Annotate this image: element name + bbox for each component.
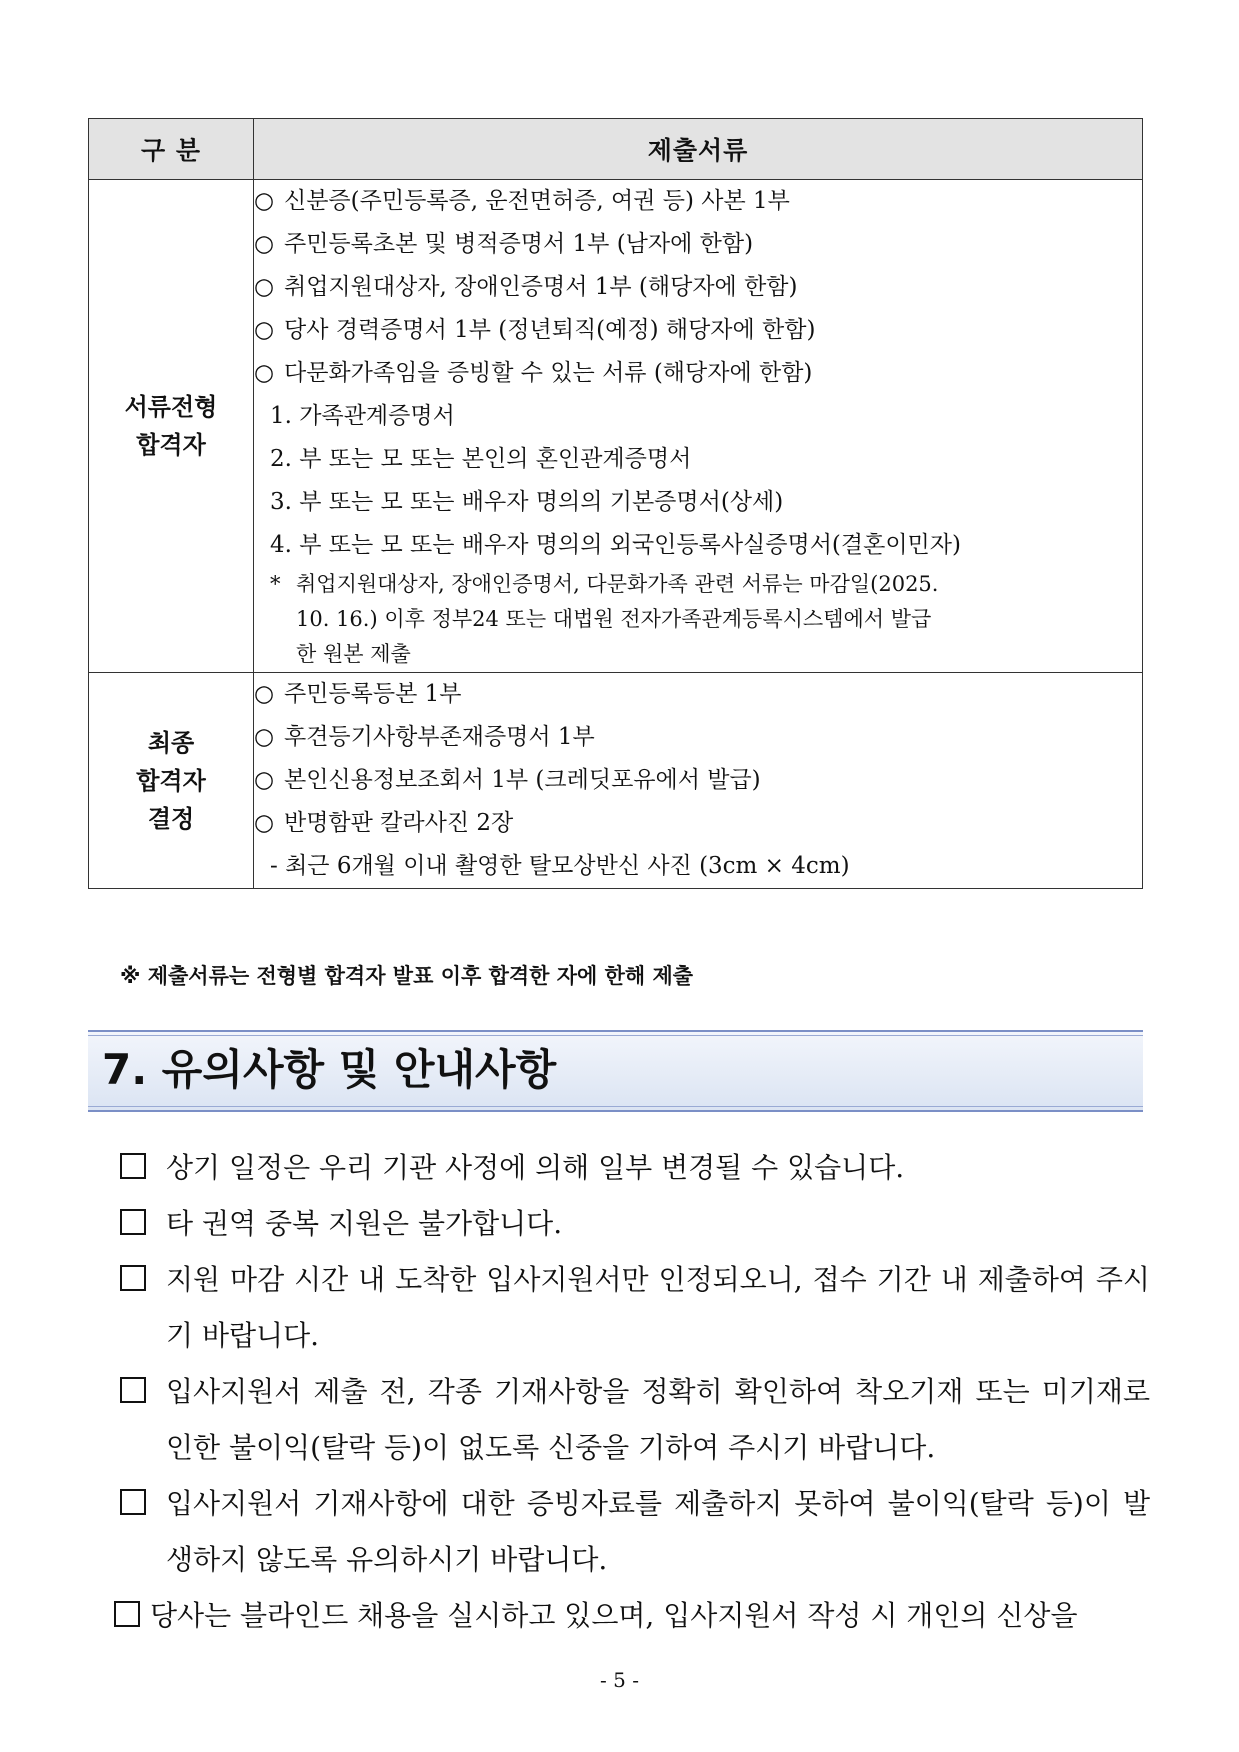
table-row-document-screening — [89, 180, 1143, 673]
notice-item: 당사는 블라인드 채용을 실시하고 있으며, 입사지원서 작성 시 개인의 신상을 — [114, 1588, 1150, 1644]
sub-list-item: 3. 부 또는 모 또는 배우자 명의의 기본증명서(상세) — [270, 489, 784, 515]
list-item: ○ 주민등록초본 및 병적증명서 1부 (남자에 한함) — [254, 231, 754, 257]
sub-list-item: 4. 부 또는 모 또는 배우자 명의의 외국인등록사실증명서(결혼이민자) — [270, 532, 961, 558]
sub-list-item: 1. 가족관계증명서 — [270, 403, 455, 429]
page-number: - 5 - — [600, 1668, 639, 1692]
checkbox-square-icon — [120, 1209, 146, 1235]
notice-item: 입사지원서 제출 전, 각종 기재사항을 정확히 확인하여 착오기재 또는 미기재로 인한 불이익(탈락 등)이 없도록 신중을 기하여 주시기 바랍니다. — [120, 1364, 1150, 1476]
header-category: 구 분 — [89, 119, 254, 180]
row-label-document-screening: 서류전형 합격자 — [89, 180, 254, 673]
checkbox-square-icon — [120, 1265, 146, 1291]
notice-item: 지원 마감 시간 내 도착한 입사지원서만 인정되오니, 접수 기간 내 제출하여 주시기 바랍니다. — [120, 1252, 1150, 1364]
list-item: ○ 신분증(주민등록증, 운전면허증, 여권 등) 사본 1부 — [254, 188, 790, 214]
checkbox-square-icon — [120, 1489, 146, 1515]
table-row-final-decision — [89, 673, 1143, 889]
note: * 취업지원대상자, 장애인증명서, 다문화가족 관련 서류는 마감일(2025. 10. 16.) 이후 정부24 또는 대법원 전자가족관계등록시스템에서 발급 한 원본 제출 — [270, 572, 939, 666]
sub-list-item: 2. 부 또는 모 또는 본인의 혼인관계증명서 — [270, 446, 692, 472]
section-title: 7. 유의사항 및 안내사항 — [102, 1045, 557, 1094]
checkbox-square-icon — [120, 1153, 146, 1179]
list-item: ○ 당사 경력증명서 1부 (정년퇴직(예정) 해당자에 한함) — [254, 317, 816, 343]
list-item: ○ 다문화가족임을 증빙할 수 있는 서류 (해당자에 한함) — [254, 360, 813, 386]
notice-list — [120, 1140, 1150, 1644]
header-documents: 제출서류 — [254, 119, 1143, 180]
row-content-document-screening — [254, 180, 1143, 673]
row-label-final-decision: 최종 합격자 결정 — [89, 673, 254, 889]
checkbox-square-icon — [114, 1601, 140, 1627]
list-item: ○ 반명함판 칼라사진 2장 — [254, 810, 514, 836]
row-content-final-decision — [254, 673, 1143, 889]
sub-list-item: - 최근 6개월 이내 촬영한 탈모상반신 사진 (3cm × 4cm) — [270, 853, 850, 879]
notice-item: 상기 일정은 우리 기관 사정에 의해 일부 변경될 수 있습니다. — [120, 1140, 1150, 1196]
list-item: ○ 취업지원대상자, 장애인증명서 1부 (해당자에 한함) — [254, 274, 798, 300]
table-footnote: ※ 제출서류는 전형별 합격자 발표 이후 합격한 자에 한해 제출 — [120, 964, 694, 988]
list-item: ○ 주민등록등본 1부 — [254, 681, 462, 707]
table-header-row — [89, 119, 1143, 180]
checkbox-square-icon — [120, 1377, 146, 1403]
list-item: ○ 본인신용정보조회서 1부 (크레딧포유에서 발급) — [254, 767, 761, 793]
list-item: ○ 후견등기사항부존재증명서 1부 — [254, 724, 595, 750]
notice-item: 타 권역 중복 지원은 불가합니다. — [120, 1196, 1150, 1252]
documents-table — [88, 118, 1143, 889]
section-heading — [88, 1030, 1143, 1112]
notice-item: 입사지원서 기재사항에 대한 증빙자료를 제출하지 못하여 불이익(탈락 등)이 발생하지 않도록 유의하시기 바랍니다. — [120, 1476, 1150, 1588]
